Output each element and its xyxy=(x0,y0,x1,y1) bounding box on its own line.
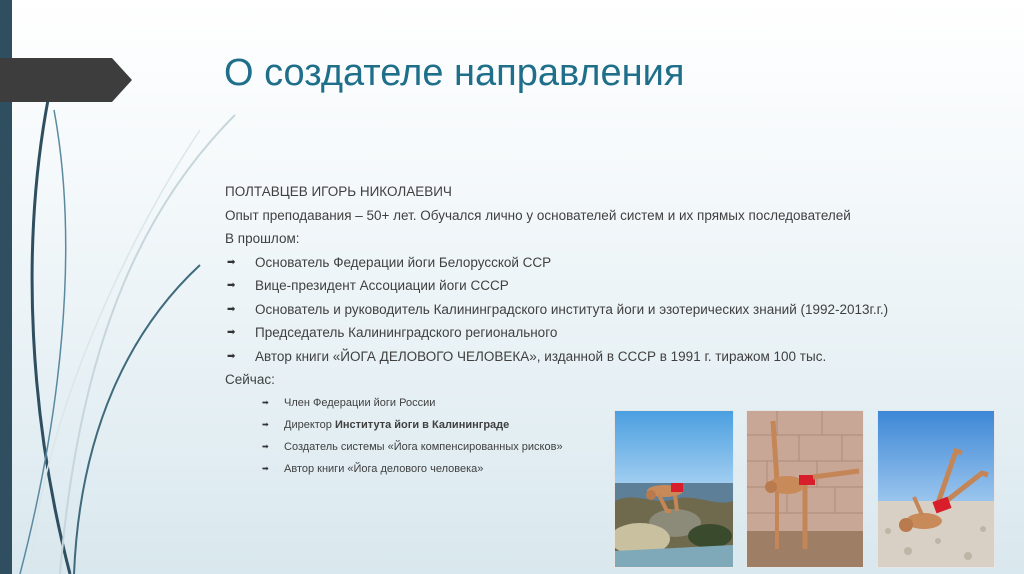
now-heading: Сейчас: xyxy=(225,372,275,387)
yoga-photo-beach xyxy=(877,410,995,568)
list-item-text: Председатель Калининградского регионального xyxy=(255,325,558,340)
list-item xyxy=(225,298,985,322)
list-item xyxy=(225,321,985,345)
sub-list-item-text: Член Федерации йоги России xyxy=(284,396,436,409)
arrow-bullet-icon: ➡ xyxy=(262,441,269,451)
experience-line: Опыт преподавания – 50+ лет. Обучался лично у основателей систем и их прямых последователей xyxy=(225,207,851,223)
arrow-bullet-icon: ➡ xyxy=(262,397,269,407)
list-item-text: Основатель Федерации йоги Белорусской ССР xyxy=(255,254,552,270)
name-line: ПОЛТАВЦЕВ ИГОРЬ НИКОЛАЕВИЧ xyxy=(225,184,452,199)
arrow-bullet-icon: ➡ xyxy=(227,256,236,268)
slide-content xyxy=(225,180,985,480)
list-item xyxy=(225,345,985,369)
yoga-photo-wall xyxy=(746,410,864,568)
list-item-text: Вице-президент Ассоциации йоги СССР xyxy=(255,278,509,293)
sub-list-item xyxy=(225,458,985,480)
arrow-bullet-icon: ➡ xyxy=(227,280,236,291)
sub-list-item xyxy=(225,414,985,436)
list-item-text: Автор книги «ЙОГА ДЕЛОВОГО ЧЕЛОВЕКА», изданной в СССР в 1991 г. тиражом 100 тыс. xyxy=(255,348,827,364)
sub-list-item-text: Директор Института йоги в Калининграде xyxy=(284,418,510,431)
past-heading: В прошлом: xyxy=(225,231,300,246)
yoga-photo-seaside xyxy=(614,410,734,568)
list-item xyxy=(225,274,985,298)
arrow-bullet-icon: ➡ xyxy=(262,463,269,473)
list-item-text: Основатель и руководитель Калининградского института йоги и эзотерических знаний (1992-2013г.г.) xyxy=(255,301,889,317)
arrow-bullet-icon: ➡ xyxy=(227,303,236,315)
sub-list-item-text: Создатель системы «Йога компенсированных рисков» xyxy=(284,440,563,453)
arrow-bullet-icon: ➡ xyxy=(227,350,236,362)
arrow-bullet-icon: ➡ xyxy=(227,327,236,338)
sub-list-item xyxy=(225,392,985,414)
slide-title: О создателе направления xyxy=(224,52,685,94)
list-item xyxy=(225,251,985,275)
sub-list-item xyxy=(225,436,985,458)
arrow-bullet-icon: ➡ xyxy=(262,419,269,429)
sub-list-item-text: Автор книги «Йога делового человека» xyxy=(284,462,484,475)
title-tab-arrow xyxy=(0,58,132,102)
